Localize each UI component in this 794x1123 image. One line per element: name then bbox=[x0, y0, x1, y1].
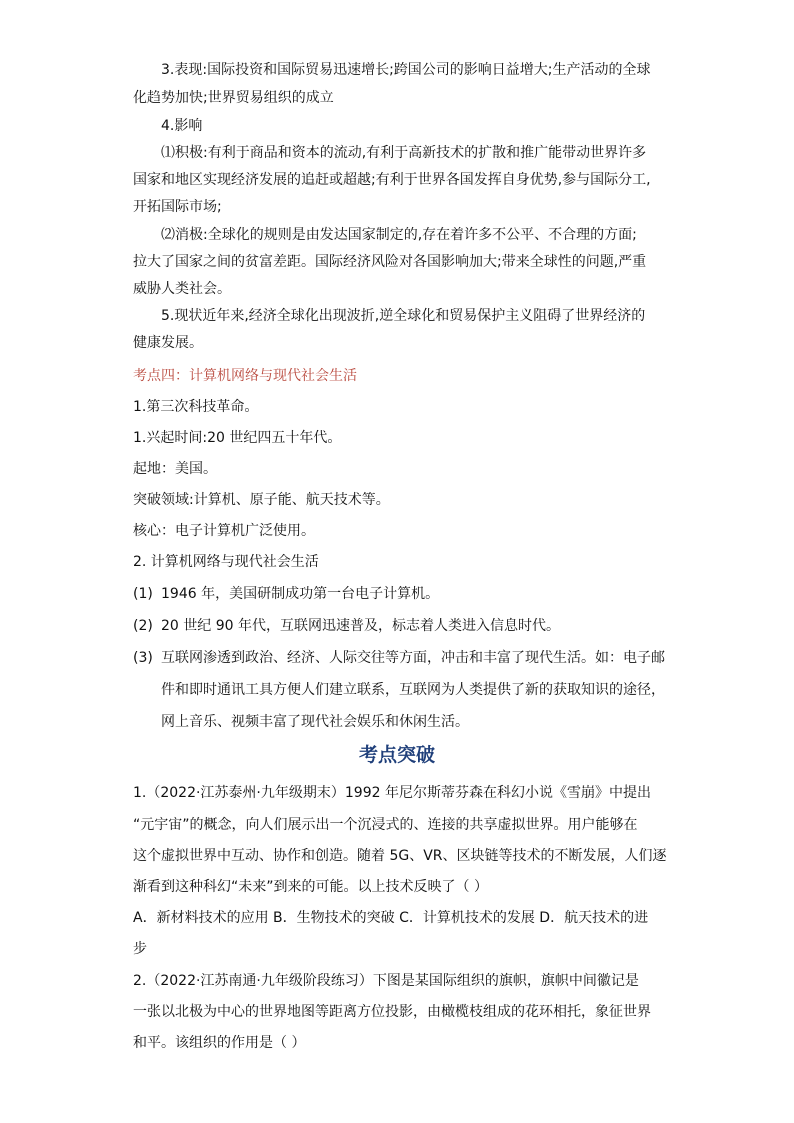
text-line: 4.影响 bbox=[161, 118, 203, 134]
text-line: ⑴积极:有利于商品和资本的流动,有利于高新技术的扩散和推广能带动世界许多 bbox=[161, 145, 647, 161]
text-line: 3.表现:国际投资和国际贸易迅速增长;跨国公司的影响日益增大;生产活动的全球 bbox=[161, 62, 651, 78]
answer-options: A．新材料技术的应用 B．生物技术的突破 C．计算机技术的发展 D．航天技术的进 bbox=[133, 910, 649, 926]
question-line: 渐看到这种科幻“未来”到来的可能。以上技术反映了（ ） bbox=[133, 879, 488, 895]
text-line: 5.现状近年来,经济全球化出现波折,逆全球化和贸易保护主义阻碍了世界经济的 bbox=[161, 308, 646, 324]
question-line: 和平。该组织的作用是（ ） bbox=[133, 1035, 306, 1051]
text-line: 威胁人类社会。 bbox=[133, 281, 231, 297]
text-line: 核心：电子计算机广泛使用。 bbox=[133, 523, 315, 539]
text-line: 突破领域:计算机、原子能、航天技术等。 bbox=[133, 492, 390, 508]
text-line: 1.兴起时间:20 世纪四五十年代。 bbox=[133, 430, 342, 446]
question-line: 这个虚拟世界中互动、协作和创造。随着 5G、VR、区块链等技术的不断发展，人们逐 bbox=[133, 848, 667, 864]
list-number: (1) bbox=[133, 586, 153, 602]
text-line: 化趋势加快;世界贸易组织的成立 bbox=[133, 90, 334, 106]
list-item: 网上音乐、视频丰富了现代社会娱乐和休闲生活。 bbox=[161, 714, 469, 730]
list-item: 1946 年，美国研制成功第一台电子计算机。 bbox=[161, 586, 440, 602]
page-section-title: 考点突破 bbox=[358, 744, 435, 766]
text-line: ⑵消极:全球化的规则是由发达国家制定的,存在着许多不公平、不合理的方面; bbox=[161, 227, 637, 243]
text-line: 2. 计算机网络与现代社会生活 bbox=[133, 554, 319, 570]
text-line: 起地：美国。 bbox=[133, 461, 217, 477]
list-item: 互联网渗透到政治、经济、人际交往等方面，冲击和丰富了现代生活。如：电子邮 bbox=[161, 650, 665, 666]
list-number: (3) bbox=[133, 650, 153, 666]
text-line: 国家和地区实现经济发展的追赶或超越;有利于世界各国发挥自身优势,参与国际分工, bbox=[133, 172, 651, 188]
text-line: 健康发展。 bbox=[133, 335, 203, 351]
section-heading: 考点四：计算机网络与现代社会生活 bbox=[133, 368, 357, 384]
question-line: “元宇宙”的概念，向人们展示出一个沉浸式的、连接的共享虚拟世界。用户能够在 bbox=[133, 817, 638, 833]
list-number: (2) bbox=[133, 618, 153, 634]
list-item: 20 世纪 90 年代，互联网迅速普及，标志着人类进入信息时代。 bbox=[161, 618, 560, 634]
text-line: 1.第三次科技革命。 bbox=[133, 399, 259, 415]
text-line: 开拓国际市场; bbox=[133, 199, 222, 215]
question-line: 1.（2022·江苏泰州·九年级期末）1992 年尼尔斯蒂芬森在科幻小说《雪崩》中提出 bbox=[133, 785, 651, 801]
question-line: 2.（2022·江苏南通·九年级阶段练习）下图是某国际组织的旗帜，旗帜中间徽记是 bbox=[133, 973, 639, 989]
list-item: 件和即时通讯工具方便人们建立联系，互联网为人类提供了新的获取知识的途径， bbox=[161, 682, 665, 698]
question-line: 步 bbox=[133, 941, 147, 957]
text-line: 拉大了国家之间的贫富差距。国际经济风险对各国影响加大;带来全球性的问题,严重 bbox=[133, 254, 647, 270]
question-line: 一张以北极为中心的世界地图等距离方位投影，由橄榄枝组成的花环相托，象征世界 bbox=[133, 1004, 651, 1020]
